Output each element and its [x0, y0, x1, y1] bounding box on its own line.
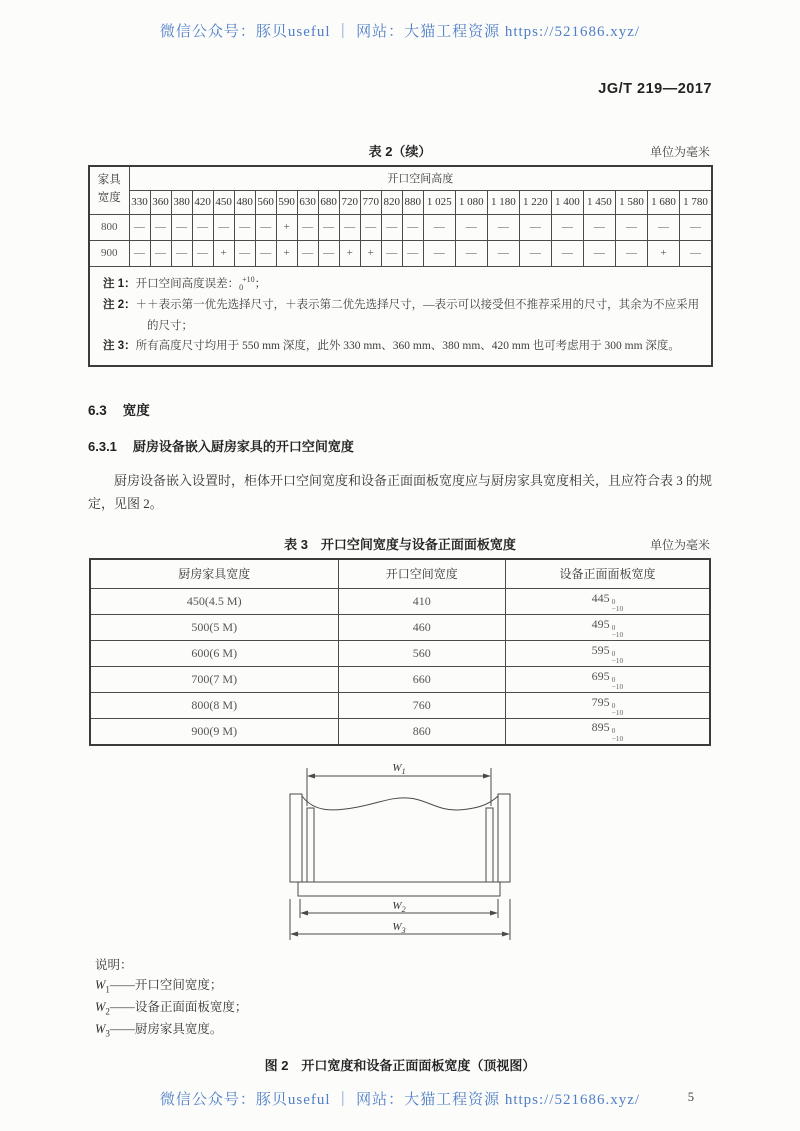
note-label: 注 3： [103, 340, 136, 353]
table2-preference-cell: — [318, 214, 339, 240]
page-number: 5 [687, 1090, 694, 1105]
table2-height-col-header: 1 580 [615, 190, 647, 214]
table3-row [90, 693, 710, 719]
table2-preference-cell: — [381, 240, 402, 266]
table2-height-col-header: 560 [255, 190, 276, 214]
panel-width-cell: 695 0 −10 [505, 667, 710, 693]
panel-width-cell: 495 0 −10 [505, 615, 710, 641]
tolerance-stack [612, 727, 624, 742]
table2-preference-cell: — [213, 214, 234, 240]
table2-note: 注 2：＋＋表示第一优先选择尺寸，＋表示第二优先选择尺寸，—表示可以接受但不推荐采用的尺寸，其余为不应采用的尺寸； [103, 298, 700, 332]
table3-unit: 单位为毫米 [649, 537, 710, 552]
figure-legend-item: $W_2——$设备正面面板宽度； [95, 1000, 248, 1017]
note-label: 注 2： [103, 298, 136, 311]
table2-preference-cell: — [297, 240, 318, 266]
table2-preference-cell: — [171, 214, 192, 240]
tolerance-lower: −10 [611, 733, 624, 743]
doc-number: JG/T 219—2017 [598, 81, 712, 97]
tolerance-stack [612, 650, 624, 665]
tolerance-upper: 0 [611, 596, 616, 606]
table2-preference-cell: — [402, 214, 423, 240]
furniture-width-cell: 450(4.5 M) [90, 589, 338, 615]
section-title: 宽度 [122, 402, 150, 418]
table2-height-col-header: 820 [381, 190, 402, 214]
table2-preference-cell: — [583, 240, 615, 266]
table2-height-col-header: 1 025 [423, 190, 455, 214]
tolerance-upper: 0 [611, 622, 616, 632]
table2-preference-cell: — [192, 240, 213, 266]
furniture-width-cell: 900(9 M) [90, 719, 338, 745]
table3-header-panel-width: 设备正面面板宽度 [505, 559, 710, 589]
dimension-symbol: W [95, 977, 106, 992]
table2-preference-cell: — [129, 240, 150, 266]
dimension-subscript: 1 [105, 984, 110, 995]
table3-header-row [90, 559, 710, 589]
table2-preference-cell: — [129, 214, 150, 240]
front-panel [298, 882, 500, 896]
tolerance-stack [612, 702, 624, 717]
table2-preference-cell: — [487, 240, 519, 266]
table2-height-col-header: 1 400 [551, 190, 583, 214]
table2-notes [89, 266, 712, 366]
figure-top-view-drawing [274, 758, 526, 948]
tolerance-subscript: 0 [239, 282, 244, 292]
table2-preference-cell: — [423, 240, 455, 266]
tolerance-upper: 0 [611, 674, 616, 684]
section-heading [88, 399, 712, 419]
table3-caption-row [88, 534, 712, 552]
subsection-heading [88, 436, 712, 455]
table2-height-col-header: 1 680 [647, 190, 679, 214]
table2-row [89, 240, 712, 266]
furniture-width-cell: 600(6 M) [90, 641, 338, 667]
table2-preference-cell: + [276, 240, 297, 266]
table2-preference-cell: — [519, 214, 551, 240]
table2-row-header-line1: 家具 [97, 174, 121, 187]
figure-2 [0, 758, 800, 953]
table2-preference-cell: — [615, 214, 647, 240]
panel-width-cell: 595 0 −10 [505, 641, 710, 667]
table3-row [90, 641, 710, 667]
watermark-footer: 微信公众号：豚贝useful ｜ 网站：大猫工程资源 https://521686.xyz/ [159, 1092, 641, 1108]
furniture-width-cell: 700(7 M) [90, 667, 338, 693]
table2-height-col-header: 590 [276, 190, 297, 214]
left-outer-panel [290, 794, 302, 882]
w1-label: $W_1$ [392, 761, 406, 776]
table2-height-col-header: 1 450 [583, 190, 615, 214]
tolerance-lower: −10 [611, 630, 624, 640]
table2-row-label: 900 [89, 240, 129, 266]
table2-height-col-header: 630 [297, 190, 318, 214]
table2-height-col-header: 360 [150, 190, 171, 214]
table2-preference-cell: — [487, 214, 519, 240]
tolerance-upper: 0 [611, 726, 616, 736]
figure-caption: 图 2 开口宽度和设备正面面板宽度（顶视图） [264, 1058, 536, 1074]
table3-header-furniture-width: 厨房家具宽度 [90, 559, 338, 589]
table2-preference-cell: — [551, 214, 583, 240]
right-inner-panel [486, 808, 493, 882]
table2-height-values-row [89, 190, 712, 214]
table2-preference-cell: — [297, 214, 318, 240]
dimension-subscript: 3 [105, 1028, 110, 1039]
table3-body [90, 589, 710, 745]
table2-preference-cell: — [150, 240, 171, 266]
table2-preference-cell: — [402, 240, 423, 266]
table2-preference-cell: — [360, 214, 381, 240]
tolerance-upper: 0 [611, 648, 616, 658]
table2-preference-cell: + [213, 240, 234, 266]
table3-title: 表 3 开口空间宽度与设备正面面板宽度 [284, 536, 516, 552]
table2-notes-row [89, 266, 712, 366]
table2-height-col-header: 770 [360, 190, 381, 214]
table2-caption-row [88, 141, 712, 159]
table2-row [89, 214, 712, 240]
table2-preference-cell: — [583, 214, 615, 240]
break-line [302, 796, 498, 810]
table2-preference-cell: — [519, 240, 551, 266]
opening-width-cell: 660 [338, 667, 505, 693]
w3-label: $W_3$ [392, 920, 406, 935]
table3-header-opening-width: 开口空间宽度 [338, 559, 505, 589]
table2-preference-cell: — [255, 214, 276, 240]
table2-height-col-header: 1 080 [455, 190, 487, 214]
table2-row-header [89, 166, 129, 214]
w2-label: $W_2$ [392, 899, 406, 914]
table2-preference-cell: — [381, 214, 402, 240]
figure-legend-item: $W_3——$厨房家具宽度。 [95, 1022, 223, 1039]
figure-legend [95, 955, 712, 1041]
left-inner-panel [307, 808, 314, 882]
table3-row [90, 615, 710, 641]
table2-unit: 单位为毫米 [649, 145, 710, 159]
figure-legend-item: $W_1——$开口空间宽度； [95, 977, 223, 995]
section-number: 6.3 [88, 402, 107, 418]
table3-row [90, 589, 710, 615]
panel-width-cell: 795 0 −10 [505, 693, 710, 719]
table2-note: 注 1：开口空间高度误差：$_0^{+10}$； [103, 274, 267, 292]
tolerance-lower: −10 [611, 656, 624, 666]
table2-preference-cell: — [192, 214, 213, 240]
table2-height-col-header: 1 220 [519, 190, 551, 214]
table2-note: 注 3：所有高度尺寸均用于 550 mm 深度，此外 330 mm、360 mm、380 mm、420 mm 也可考虑用于 300 mm 深度。 [103, 340, 680, 353]
table2-preference-cell: — [455, 240, 487, 266]
table2-height-col-header: 330 [129, 190, 150, 214]
right-outer-panel [498, 794, 510, 882]
table2-preference-cell: — [423, 214, 455, 240]
table2-preference-cell: — [615, 240, 647, 266]
figure-legend-title: 说明： [95, 957, 133, 972]
table2-preference-cell: — [255, 240, 276, 266]
body-paragraph: 厨房设备嵌入设置时，柜体开口空间宽度和设备正面面板宽度应与厨房家具宽度相关，且应符合表 3 的规定，见图 2。 [88, 472, 713, 512]
table2-preference-cell: + [360, 240, 381, 266]
table2-height-col-header: 380 [171, 190, 192, 214]
table2-preference-cell: — [234, 214, 255, 240]
table3-row [90, 719, 710, 745]
tolerance-upper: 0 [611, 700, 616, 710]
table2-row-header-line2: 宽度 [97, 192, 121, 205]
table2-height-col-header: 880 [402, 190, 423, 214]
tolerance-lower: −10 [611, 604, 624, 614]
note-label: 注 1： [103, 277, 136, 290]
table2-preference-cell: + [339, 240, 360, 266]
table2-height-col-header: 1 780 [680, 190, 713, 214]
dimension-symbol: W [95, 1022, 106, 1037]
panel-width-cell: 445 0 −10 [505, 589, 710, 615]
opening-width-cell: 410 [338, 589, 505, 615]
opening-width-cell: 860 [338, 719, 505, 745]
tolerance-lower: −10 [611, 708, 624, 718]
panel-width-cell: 895 0 −10 [505, 719, 710, 745]
table2-preference-cell: — [234, 240, 255, 266]
tolerance-stack [612, 676, 624, 691]
table2-preference-cell: + [647, 240, 679, 266]
table2-row-label: 800 [89, 214, 129, 240]
dimension-symbol: W [95, 1000, 106, 1015]
table2-preference-cell: — [680, 240, 713, 266]
table2-preference-cell: — [680, 214, 713, 240]
table2-preference-cell: — [318, 240, 339, 266]
opening-width-cell: 460 [338, 615, 505, 641]
table3-width-table [89, 558, 711, 746]
table2-preference-cell: — [551, 240, 583, 266]
tolerance-stack [612, 624, 624, 639]
table3-row [90, 667, 710, 693]
subsection-title: 厨房设备嵌入厨房家具的开口空间宽度 [132, 438, 354, 454]
table2-opening-height [88, 165, 713, 367]
table2-height-col-header: 720 [339, 190, 360, 214]
table2-height-col-header: 680 [318, 190, 339, 214]
table2-height-col-header: 1 180 [487, 190, 519, 214]
table2-title: 表 2（续） [368, 144, 432, 159]
table2-preference-cell: — [150, 214, 171, 240]
table2-height-col-header: 420 [192, 190, 213, 214]
table2-preference-cell: — [171, 240, 192, 266]
dimension-subscript: 2 [105, 1006, 110, 1017]
opening-width-cell: 560 [338, 641, 505, 667]
table2-preference-cell: — [647, 214, 679, 240]
table2-preference-cell: — [455, 214, 487, 240]
table2-height-col-header: 480 [234, 190, 255, 214]
table2-preference-cell: + [276, 214, 297, 240]
tolerance-lower: −10 [611, 682, 624, 692]
subsection-number: 6.3.1 [88, 438, 117, 454]
table2-col-group-header: 开口空间高度 [129, 166, 712, 190]
furniture-width-cell: 800(8 M) [90, 693, 338, 719]
table2-body [89, 214, 712, 266]
table2-height-col-header: 450 [213, 190, 234, 214]
tolerance-superscript: +10 [242, 274, 255, 284]
watermark-header: 微信公众号：豚贝useful ｜ 网站：大猫工程资源 https://521686.xyz/ [159, 24, 641, 40]
tolerance-stack [612, 598, 624, 613]
table2-preference-cell: — [339, 214, 360, 240]
furniture-width-cell: 500(5 M) [90, 615, 338, 641]
opening-width-cell: 760 [338, 693, 505, 719]
